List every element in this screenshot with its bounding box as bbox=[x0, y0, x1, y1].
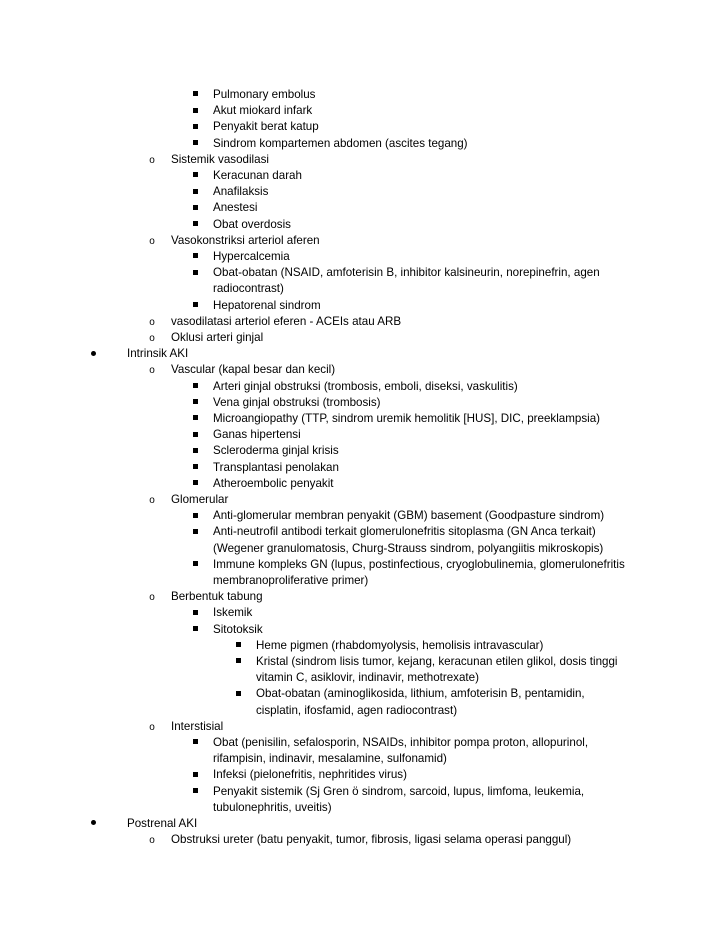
bullet-square-icon bbox=[189, 249, 201, 265]
outline-line-level-3: Akut miokard infark bbox=[213, 104, 313, 118]
outline-line-level-3: Obat (penisilin, sefalosporin, NSAIDs, inhibitor pompa proton, allopurinol, bbox=[213, 736, 589, 749]
outline-line-level-4: Obat-obatan (aminoglikosida, lithium, amfoterisin B, pentamidin, bbox=[256, 687, 585, 701]
bullet-square-icon bbox=[189, 265, 201, 281]
outline-line-level-3: Pulmonary embolus bbox=[213, 88, 316, 101]
outline-line-level-2: Oklusi arteri ginjal bbox=[171, 331, 264, 344]
bullet-square-icon bbox=[189, 443, 201, 459]
bullet-circle-icon bbox=[146, 152, 158, 169]
bullet-circle-glyph: o bbox=[149, 235, 155, 247]
outline-line-level-3: radiocontrast) bbox=[213, 282, 284, 296]
bullet-square-icon bbox=[189, 184, 201, 200]
bullet-square-icon bbox=[189, 460, 201, 476]
outline-line-level-3: Obat overdosis bbox=[213, 217, 291, 231]
outline-line-level-2: Vascular (kapal besar dan kecil) bbox=[171, 363, 336, 377]
outline-line-level-3: Obat-obatan (NSAID, amfoterisin B, inhibitor kalsineurin, norepinefrin, agen bbox=[213, 266, 600, 280]
bullet-square-icon bbox=[189, 767, 201, 783]
bullet-circle-glyph: o bbox=[149, 835, 155, 847]
outline-line-level-2: Glomerular bbox=[171, 493, 229, 506]
outline-line-level-3: rifampisin, indinavir, mesalamine, sulfonamid) bbox=[213, 752, 447, 766]
bullet-square-icon bbox=[189, 735, 201, 751]
bullet-square-icon bbox=[189, 379, 201, 395]
bullet-square-icon bbox=[189, 508, 201, 524]
bullet-square-icon bbox=[189, 103, 201, 119]
bullet-circle-icon bbox=[146, 719, 158, 736]
bullet-square-icon bbox=[189, 298, 201, 314]
outline-line-level-3: membranoproliferative primer) bbox=[213, 574, 369, 587]
outline-line-level-3: Microangiopathy (TTP, sindrom uremik hemolitik [HUS], DIC, preeklampsia) bbox=[213, 412, 601, 425]
outline-line-level-1: Postrenal AKI bbox=[127, 817, 198, 830]
outline-line-level-3: Arteri ginjal obstruksi (trombosis, emboli, diseksi, vaskulitis) bbox=[213, 379, 518, 393]
bullet-circle-glyph: o bbox=[149, 365, 155, 377]
bullet-circle-icon bbox=[146, 362, 158, 379]
outline-line-level-3: tubulonephritis, uveitis) bbox=[213, 800, 332, 814]
outline-line-level-3: Vena ginjal obstruksi (trombosis) bbox=[213, 395, 381, 409]
bullet-square-icon bbox=[232, 654, 244, 670]
bullet-circle-glyph: o bbox=[149, 721, 155, 733]
bullet-square-icon bbox=[232, 686, 244, 702]
bullet-circle-glyph: o bbox=[149, 495, 155, 506]
outline-line-level-3: Anti-neutrofil antibodi terkait glomerulonefritis sitoplasma (GN Anca terkait) bbox=[213, 525, 596, 539]
bullet-circle-icon bbox=[146, 330, 158, 347]
outline-line-level-2: Sistemik vasodilasi bbox=[171, 152, 269, 166]
bullet-square-icon bbox=[189, 476, 201, 492]
outline-line-level-3: Sindrom kompartemen abdomen (ascites tegang) bbox=[213, 136, 468, 150]
outline-line-level-1: Intrinsik AKI bbox=[127, 347, 189, 361]
outline-line-level-4: Kristal (sindrom lisis tumor, kejang, keracunan etilen glikol, dosis tinggi bbox=[256, 655, 618, 668]
bullet-square-icon bbox=[189, 217, 201, 233]
outline-line-level-3: Anti-glomerular membran penyakit (GBM) basement (Goodpasture sindrom) bbox=[213, 509, 605, 523]
bullet-square-icon bbox=[189, 395, 201, 411]
bullet-square-icon bbox=[189, 411, 201, 427]
outline-line-level-3: Immune kompleks GN (lupus, postinfectious, cryoglobulinemia, glomerulonefritis bbox=[213, 557, 625, 571]
bullet-square-icon bbox=[189, 427, 201, 443]
outline-line-level-3: Anestesi bbox=[213, 201, 258, 215]
outline-line-level-3: Penyakit sistemik (Sj Gren ö sindrom, sarcoid, lupus, limfoma, leukemia, bbox=[213, 784, 585, 798]
bullet-circle-glyph: o bbox=[149, 333, 155, 344]
bullet-circle-icon bbox=[146, 233, 158, 250]
bullet-square-icon bbox=[189, 784, 201, 800]
outline-line-level-2: Interstisial bbox=[171, 719, 224, 733]
outline-line-level-3: Sitotoksik bbox=[213, 622, 263, 636]
bullet-square-icon bbox=[189, 119, 201, 135]
outline-line-level-3: Atheroembolic penyakit bbox=[213, 476, 334, 490]
outline-line-level-3: Transplantasi penolakan bbox=[213, 460, 339, 474]
bullet-square-icon bbox=[189, 622, 201, 638]
outline-line-level-3: Anafilaksis bbox=[213, 185, 269, 199]
bullet-square-icon bbox=[189, 136, 201, 152]
bullet-circle-icon bbox=[146, 832, 158, 849]
bullet-circle-icon bbox=[146, 314, 158, 331]
outline-line-level-2: Berbentuk tabung bbox=[171, 590, 263, 604]
outline-line-level-2: vasodilatasi arteriol eferen - ACEIs atau ARB bbox=[171, 314, 402, 328]
outline-line-level-3: Ganas hipertensi bbox=[213, 428, 301, 442]
bullet-circle-glyph: o bbox=[149, 316, 155, 328]
outline-line-level-3: (Wegener granulomatosis, Churg-Strauss sindrom, polyangiitis mikroskopis) bbox=[213, 541, 604, 555]
bullet-square-icon bbox=[232, 638, 244, 654]
outline-line-level-3: Hypercalcemia bbox=[213, 250, 290, 263]
outline-line-level-3: Iskemik bbox=[213, 606, 253, 620]
outline-line-level-4: Heme pigmen (rhabdomyolysis, hemolisis intravascular) bbox=[256, 638, 544, 652]
bullet-square-icon bbox=[189, 168, 201, 184]
outline-line-level-4: vitamin C, asiklovir, indinavir, methotrexate) bbox=[256, 671, 479, 685]
outline-line-level-4: cisplatin, ifosfamid, agen radiocontrast) bbox=[256, 703, 458, 717]
bullet-dot-icon bbox=[87, 346, 99, 362]
outline-line-level-3: Penyakit berat katup bbox=[213, 120, 319, 134]
bullet-square-icon bbox=[189, 557, 201, 573]
bullet-circle-icon bbox=[146, 492, 158, 509]
outline-line-level-2: Obstruksi ureter (batu penyakit, tumor, fibrosis, ligasi selama operasi panggul) bbox=[171, 833, 572, 847]
bullet-square-icon bbox=[189, 524, 201, 540]
bullet-square-icon bbox=[189, 200, 201, 216]
outline-line-level-3: Hepatorenal sindrom bbox=[213, 298, 321, 312]
bullet-circle-glyph: o bbox=[149, 154, 155, 166]
bullet-square-icon bbox=[189, 605, 201, 621]
bullet-square-icon bbox=[189, 87, 201, 103]
outline-line-level-3: Infeksi (pielonefritis, nephritides virus) bbox=[213, 768, 407, 782]
bullet-circle-icon bbox=[146, 589, 158, 606]
outline-line-level-2: Vasokonstriksi arteriol aferen bbox=[171, 233, 320, 247]
bullet-circle-glyph: o bbox=[149, 592, 155, 604]
outline-line-level-3: Scleroderma ginjal krisis bbox=[213, 444, 339, 458]
outline-line-level-3: Keracunan darah bbox=[213, 169, 302, 182]
bullet-dot-icon bbox=[87, 816, 99, 832]
